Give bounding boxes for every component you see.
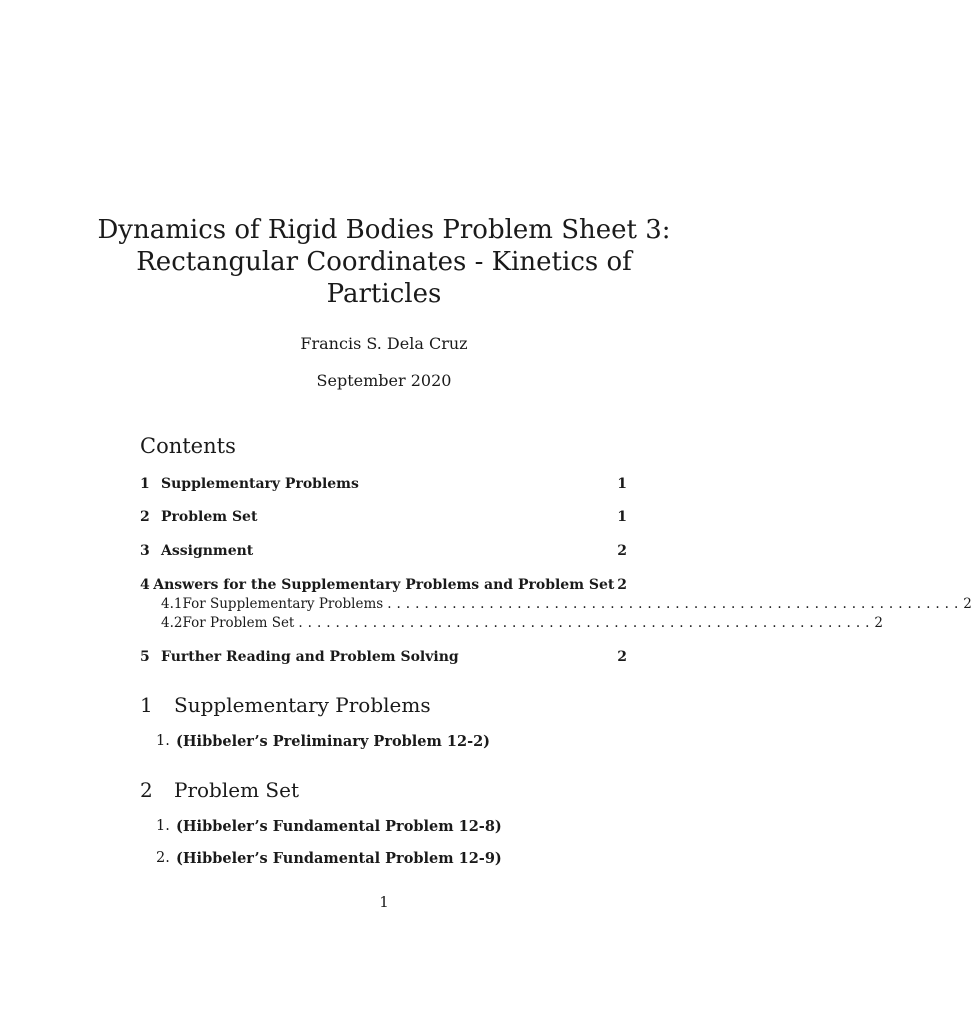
- toc-entry-3[interactable]: [140, 543, 627, 559]
- toc-entry-number: 3: [140, 543, 150, 559]
- toc-subentry-page: 2: [874, 615, 884, 631]
- toc-entry-page: 1: [617, 509, 627, 525]
- section-heading-1: [140, 693, 431, 717]
- toc-entry-page: 2: [617, 649, 627, 665]
- toc-subentry-number: 4.1: [161, 596, 183, 612]
- title-line-2: Rectangular Coordinates - Kinetics of: [136, 247, 632, 277]
- toc-entry-number: 5: [140, 649, 150, 665]
- list-item: [156, 733, 490, 750]
- toc-subentry-4-2[interactable]: [161, 615, 884, 631]
- toc-entry-label: Supplementary Problems: [161, 476, 359, 492]
- toc-entry-number: 2: [140, 509, 150, 525]
- document-title: [0, 214, 768, 310]
- list-item-number: 1.: [156, 733, 170, 749]
- toc-entry-label: Answers for the Supplementary Problems and Problem Set: [153, 577, 615, 593]
- toc-entry-4[interactable]: [140, 577, 627, 593]
- toc-entry-2[interactable]: [140, 509, 627, 525]
- toc-entry-5[interactable]: [140, 649, 627, 665]
- list-item: [156, 818, 502, 835]
- toc-subentry-4-1[interactable]: [161, 596, 972, 612]
- list-item-text: (Hibbeler’s Fundamental Problem 12-8): [176, 818, 502, 835]
- toc-entry-number: 1: [140, 476, 150, 492]
- toc-subentry-page: 2: [963, 596, 972, 612]
- toc-entry-label: Further Reading and Problem Solving: [161, 649, 459, 665]
- author: Francis S. Dela Cruz: [300, 334, 468, 353]
- toc-entry-1[interactable]: [140, 476, 627, 492]
- toc-subentry-label: For Supplementary Problems: [182, 596, 384, 612]
- toc-dot-leader: ..............................................................: [387, 596, 964, 612]
- section-title: Supplementary Problems: [174, 693, 431, 717]
- list-item-text: (Hibbeler’s Preliminary Problem 12-2): [176, 733, 491, 750]
- section-heading-2: [140, 778, 299, 802]
- toc-dot-leader: ..............................................................: [298, 615, 875, 631]
- section-number: 2: [140, 778, 153, 802]
- section-number: 1: [140, 693, 153, 717]
- toc-entry-page: 2: [617, 543, 627, 559]
- section-title: Problem Set: [174, 778, 299, 802]
- toc-entry-label: Assignment: [161, 543, 254, 559]
- list-item-number: 1.: [156, 818, 170, 834]
- toc-entry-number: 4: [140, 577, 150, 593]
- date: September 2020: [316, 371, 452, 390]
- page-number: 1: [379, 893, 389, 911]
- toc-entry-label: Problem Set: [161, 509, 258, 525]
- toc-entry-page: 2: [617, 577, 627, 593]
- toc-subentry-label: For Problem Set: [182, 615, 295, 631]
- toc-subentry-number: 4.2: [161, 615, 183, 631]
- list-item-text: (Hibbeler’s Fundamental Problem 12-9): [176, 850, 502, 867]
- title-line-1: Dynamics of Rigid Bodies Problem Sheet 3:: [97, 215, 671, 245]
- toc-entry-page: 1: [617, 476, 627, 492]
- list-item-number: 2.: [156, 850, 170, 866]
- contents-heading: Contents: [140, 434, 236, 458]
- list-item: [156, 850, 502, 867]
- title-line-3: Particles: [326, 279, 442, 309]
